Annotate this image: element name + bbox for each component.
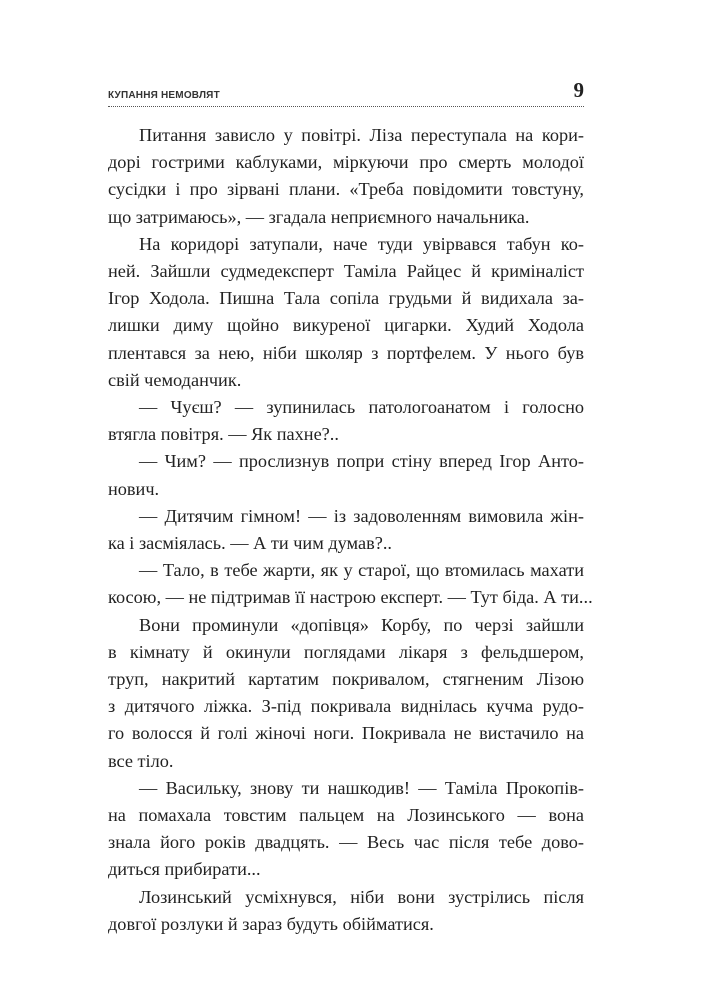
text-line: го волосся й голі жіночі ноги. Покривала не вистачило на [108,723,584,744]
text-line: в кімнату й окинули поглядами лікаря з фельдшером, [108,641,584,662]
text-line: ка і засміялась. — А ти чим думав?.. [108,533,393,554]
running-title: КУПАННЯ НЕМОВЛЯТ [108,90,220,101]
paragraph [108,775,584,884]
text-line: Вони проминули «допівця» Корбу, по черзі зайшли [139,614,584,635]
text-line: що затримаюсь», — згадала неприємного начальника. [108,206,530,227]
text-line: — Чим? — прослизнув попри стіну вперед Ігор Анто- [139,451,584,472]
text-line: — Чуєш? — зупинилась патологоанатом і голосно [139,397,584,418]
text-line: На коридорі затупали, наче туди увірвався табун ко- [139,233,584,254]
paragraph [108,612,584,775]
paragraph [108,557,593,611]
text-line: все тіло. [108,750,174,771]
text-line: свій чемоданчик. [108,369,242,390]
text-line: сусідки і про зірвані плани. «Треба повідомити товстуну, [108,179,584,200]
text-line: нович. [108,478,160,499]
paragraph [108,231,584,394]
text-line: Питання зависло у повітрі. Ліза переступала на кори- [139,125,584,145]
text-line: з дитячого ліжка. З-під покривала виднілась кучма рудо- [108,696,584,717]
text-line: ней. Зайшли судмедексперт Таміла Райцес й криміналіст [108,261,584,282]
text-line: лишки диму щойно викуреної цигарки. Худий Ходола [108,315,584,336]
text-line: довгої розлуки й зараз будуть обійматися. [108,913,434,934]
text-line: — Дитячим гімном! — із задоволенням вимовила жін- [139,505,584,526]
text-line: труп, накритий картатим покривалом, стягненим Лізою [108,669,584,690]
paragraph [108,448,584,502]
paragraph [108,503,584,557]
text-line: дорі гострими каблуками, міркуючи про смерть молодої [108,152,584,173]
paragraph [108,394,584,448]
text-line: Ігор Ходола. Пишна Тала сопіла грудьми й видихала за- [108,288,584,309]
text-line: диться прибирати... [108,859,261,880]
paragraph [108,884,584,938]
paragraph [108,122,584,231]
text-line: — Васильку, знову ти нашкодив! — Таміла Прокопів- [139,777,584,798]
text-line: — Тало, в тебе жарти, як у старої, що втомилась махати [139,560,584,581]
text-line: Лозинський усміхнувся, ніби вони зустрілись після [139,886,584,907]
body-text [108,122,593,938]
text-line: плентався за нею, ніби школяр з портфелем. У нього був [108,342,584,363]
text-line: на помахала товстим пальцем на Лозинського — вона [108,805,584,826]
text-line: косою, — не підтримав її настрою експерт. — Тут біда. А ти... [108,587,593,608]
page-number: 9 [573,78,584,102]
page-header [108,78,584,107]
text-line: втягла повітря. — Як пахне?.. [108,424,339,445]
text-line: знала його років двадцять. — Весь час після тебе дово- [108,832,584,853]
